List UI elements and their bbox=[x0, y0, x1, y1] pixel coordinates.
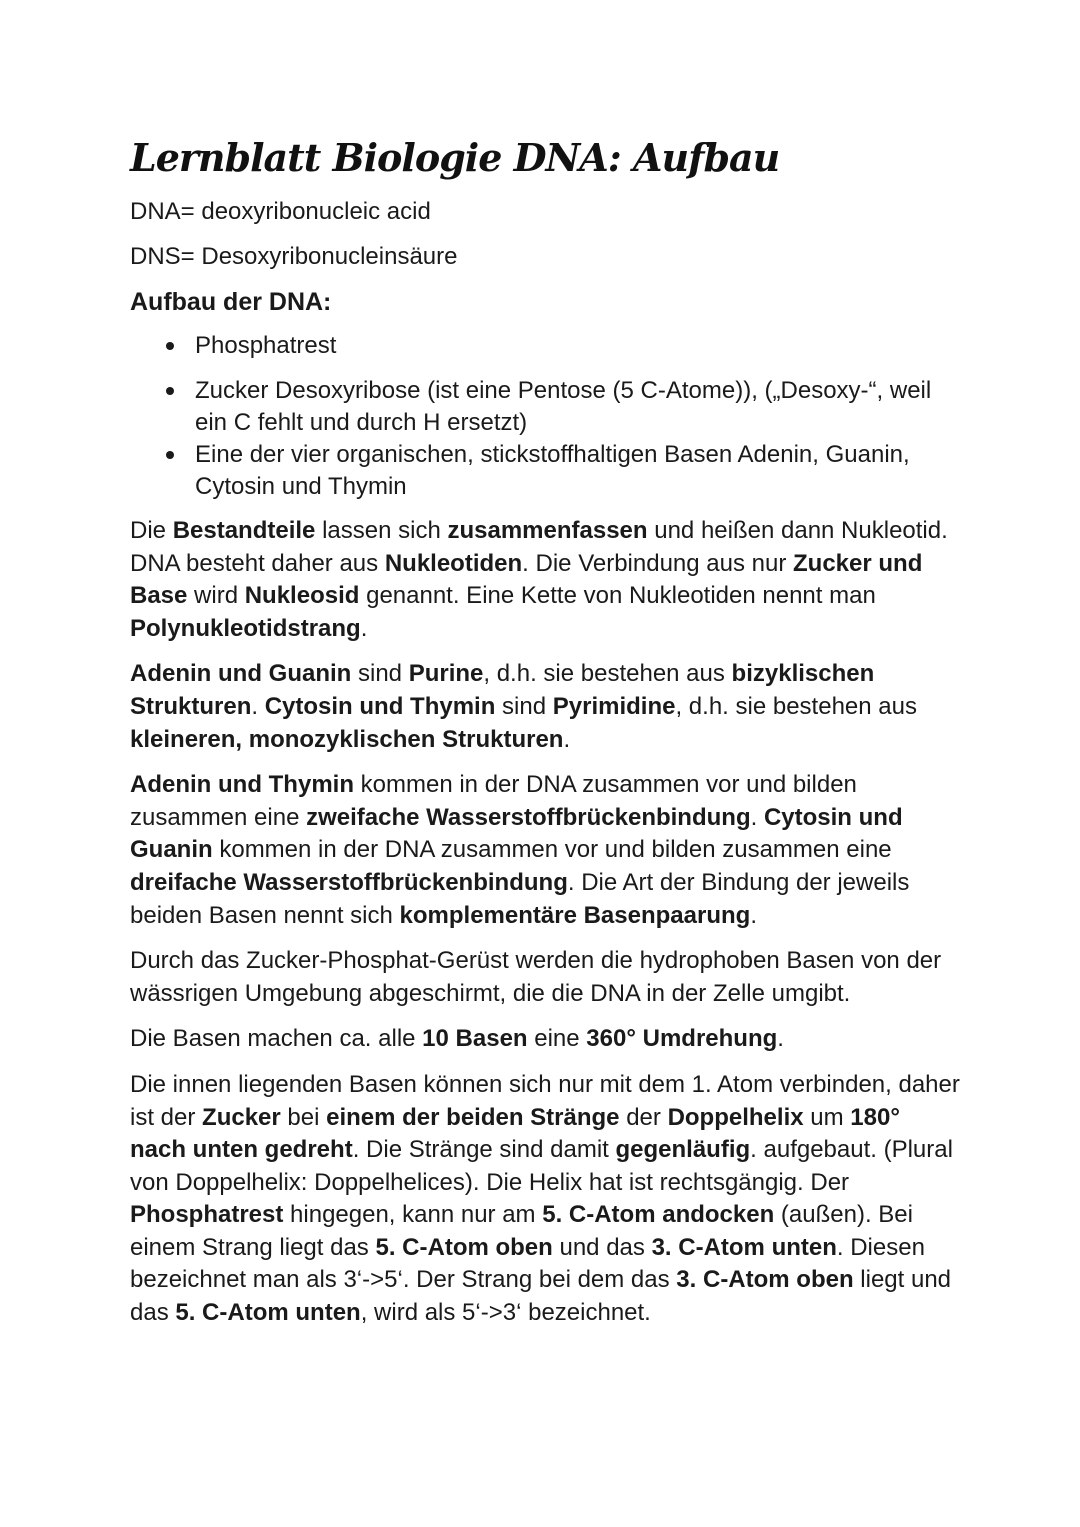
section-heading: Aufbau der DNA: bbox=[130, 288, 332, 316]
bold-term: Adenin und Guanin bbox=[130, 660, 352, 688]
list-item bbox=[130, 375, 960, 439]
bold-term: einem der beiden Stränge bbox=[326, 1103, 620, 1131]
text-run: hingegen, kann nur am bbox=[283, 1201, 543, 1229]
text-run: der bbox=[619, 1103, 668, 1131]
bold-term: 5. C-Atom unten bbox=[175, 1299, 361, 1327]
bold-term: Doppelhelix bbox=[667, 1103, 804, 1131]
text-run: . bbox=[251, 692, 265, 720]
text-run: eine bbox=[527, 1025, 587, 1053]
bold-term: gegenläufig bbox=[615, 1136, 751, 1164]
text-run: . Die Verbindung aus nur bbox=[522, 549, 794, 577]
paragraph-doppelhelix bbox=[130, 1069, 960, 1330]
paragraph-basenpaarung bbox=[130, 769, 960, 932]
bold-term: Zucker und Base bbox=[130, 549, 923, 610]
bold-term: Polynukleotidstrang bbox=[130, 614, 361, 642]
bold-term: 360° Umdrehung bbox=[586, 1025, 778, 1053]
paragraph-zucker-phosphat bbox=[130, 945, 960, 1010]
bold-term: Nukleosid bbox=[244, 582, 360, 610]
bold-term: dreifache Wasserstoffbrückenbindung bbox=[130, 868, 568, 896]
bold-term: Zucker bbox=[202, 1103, 281, 1131]
bold-term: Adenin und Thymin bbox=[130, 771, 354, 799]
text-run: , d.h. sie bestehen aus bbox=[675, 692, 917, 720]
bullet-icon bbox=[166, 387, 174, 395]
worksheet-page bbox=[130, 134, 960, 1343]
definition-dna: DNA= deoxyribonucleic acid bbox=[130, 198, 431, 225]
paragraph-purine-pyrimidine bbox=[130, 658, 960, 756]
definition-dns: DNS= Desoxyribonucleinsäure bbox=[130, 243, 458, 270]
text-run: und das bbox=[552, 1233, 652, 1261]
text-run: . Diesen bezeichnet man als 3‘->5‘. Der Strang bei dem das bbox=[130, 1233, 925, 1294]
list-item bbox=[130, 330, 960, 362]
text-run: kommen in der DNA zusammen vor und bilden zusammen eine bbox=[212, 836, 892, 864]
text-run: liegt und das bbox=[130, 1266, 952, 1327]
text-run: Durch das Zucker-Phosphat-Gerüst werden die hydrophoben Basen von der wässrigen Umgebung abgeschirmt, die die DNA in der Zelle umgibt. bbox=[130, 947, 942, 1007]
text-run: Die Basen machen ca. alle bbox=[130, 1025, 423, 1053]
text-run: , wird als 5‘->3‘ bezeichnet. bbox=[360, 1299, 651, 1327]
text-run: . bbox=[750, 803, 764, 831]
text-run: . aufgebaut. (Plural von Doppelhelix: Doppelhelices). Die Helix hat ist rechtsgängig. Der bbox=[130, 1136, 953, 1196]
text-run: . bbox=[750, 901, 757, 929]
bold-term: Bestandteile bbox=[172, 517, 316, 544]
text-run: wird bbox=[187, 582, 245, 610]
text-run: . Die Stränge sind damit bbox=[352, 1136, 616, 1164]
bold-term: 10 Basen bbox=[422, 1025, 528, 1053]
text-run: genannt. Eine Kette von Nukleotiden nennt man bbox=[359, 582, 876, 610]
text-run: . Die Art der Bindung der jeweils beiden Basen nennt sich bbox=[130, 868, 910, 929]
bold-term: Cytosin und Guanin bbox=[130, 803, 903, 864]
bold-term: Pyrimidine bbox=[552, 692, 676, 720]
list-item-text: Zucker Desoxyribose (ist eine Pentose (5 C-Atome)), („Desoxy-“, weil ein C fehlt und durch H ersetzt) bbox=[195, 377, 932, 436]
text-run: sind bbox=[495, 692, 553, 720]
bold-term: Cytosin und Thymin bbox=[264, 692, 496, 720]
page-title: Lernblatt Biologie DNA: Aufbau bbox=[130, 135, 780, 180]
list-item bbox=[130, 439, 960, 503]
bold-term: 180° nach unten gedreht bbox=[130, 1103, 900, 1164]
text-run: sind bbox=[351, 660, 409, 688]
text-run: lassen sich bbox=[315, 517, 448, 544]
bold-term: 5. C-Atom oben bbox=[375, 1233, 553, 1261]
bold-term: 3. C-Atom oben bbox=[676, 1266, 854, 1294]
text-run: Die bbox=[130, 517, 173, 544]
text-run: kommen in der DNA zusammen vor und bilden zusammen eine bbox=[130, 771, 857, 831]
bold-term: zusammenfassen bbox=[447, 517, 648, 544]
text-run: . bbox=[360, 614, 368, 642]
bold-term: komplementäre Basenpaarung bbox=[399, 901, 751, 929]
bold-term: 5. C-Atom andocken bbox=[542, 1201, 775, 1229]
bullet-icon bbox=[166, 342, 174, 350]
text-run: . bbox=[563, 725, 571, 753]
bold-term: Purine bbox=[408, 660, 484, 688]
text-run: (außen). Bei einem Strang liegt das bbox=[130, 1201, 913, 1261]
bold-term: kleineren, monozyklischen Strukturen bbox=[130, 725, 564, 753]
text-run: . bbox=[777, 1025, 784, 1053]
text-run: Die innen liegenden Basen können sich nur mit dem 1. Atom verbinden, daher ist der bbox=[130, 1070, 960, 1131]
text-run: um bbox=[803, 1103, 851, 1131]
paragraph-nukleotid bbox=[130, 515, 960, 645]
text-run: , d.h. sie bestehen aus bbox=[483, 660, 732, 688]
text-run: und heißen dann Nukleotid. DNA besteht daher aus bbox=[130, 517, 948, 577]
paragraph-umdrehung bbox=[130, 1023, 960, 1056]
list-item-text: Eine der vier organischen, stickstoffhaltigen Basen Adenin, Guanin, Cytosin und Thymin bbox=[195, 441, 910, 500]
bold-term: zweifache Wasserstoffbrückenbindung bbox=[306, 803, 751, 831]
bold-term: 3. C-Atom unten bbox=[651, 1233, 837, 1261]
components-list bbox=[130, 330, 960, 503]
bold-term: Nukleotiden bbox=[384, 549, 523, 577]
list-item-text: Phosphatrest bbox=[195, 332, 337, 359]
bullet-icon bbox=[166, 451, 174, 459]
bold-term: Phosphatrest bbox=[130, 1201, 284, 1229]
bold-term: bizyklischen Strukturen bbox=[130, 660, 875, 720]
text-run: bei bbox=[280, 1103, 327, 1131]
